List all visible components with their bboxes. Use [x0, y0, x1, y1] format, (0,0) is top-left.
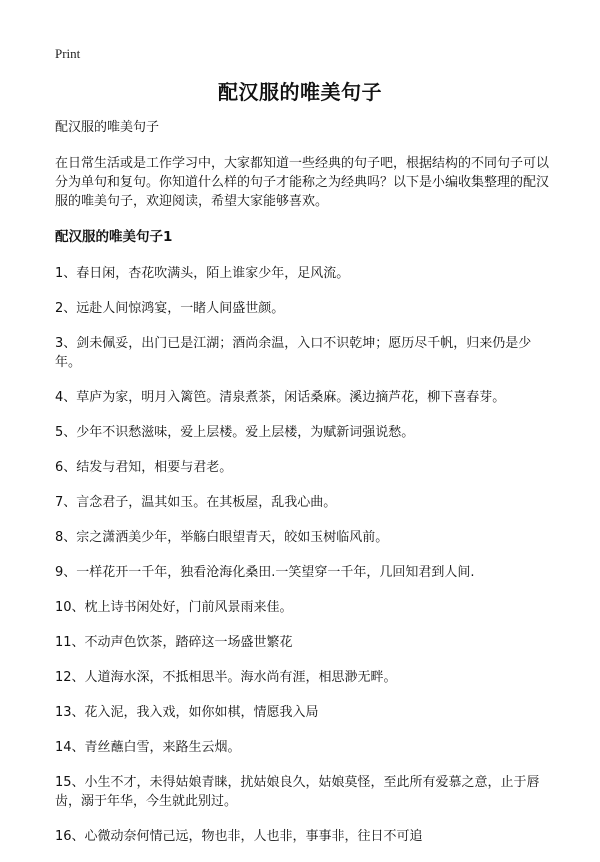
list-item: 10、枕上诗书闲处好，门前风景雨来佳。	[55, 600, 293, 615]
list-item: 13、花入泥，我入戏，如你如棋，情愿我入局	[55, 705, 319, 720]
sentence-list	[55, 264, 555, 846]
list-item: 6、结发与君知，相要与君老。	[55, 460, 233, 475]
list-item: 5、少年不识愁滋味，爱上层楼。爱上层楼，为赋新词强说愁。	[55, 425, 415, 440]
list-item: 15、小生不才，未得姑娘青睐，扰姑娘良久，姑娘莫怪，至此所有爱慕之意，止于唇齿，溺于年华，今生就此别过。	[55, 775, 540, 809]
page-title: 配汉服的唯美句子	[218, 80, 382, 104]
list-item: 9、一样花开一千年，独看沧海化桑田.一笑望穿一千年，几回知君到人间.	[55, 565, 475, 580]
list-item: 1、春日闲，杏花吹满头，陌上谁家少年，足风流。	[55, 266, 350, 281]
list-item: 3、剑未佩妥，出门已是江湖；酒尚余温，入口不识乾坤；愿历尽千帆，归来仍是少年。	[55, 336, 532, 370]
list-item: 12、人道海水深，不抵相思半。海水尚有涯，相思渺无畔。	[55, 670, 397, 685]
list-item: 2、远赴人间惊鸿宴，一睹人间盛世颜。	[55, 301, 285, 316]
list-item: 16、心微动奈何情己远，物也非，人也非，事事非，往日不可追	[55, 829, 423, 844]
list-item: 4、草庐为家，明月入篱笆。清泉煮茶，闲话桑麻。溪边摘芦花，柳下喜春芽。	[55, 390, 506, 405]
list-item: 8、宗之潇洒美少年，举觞白眼望青天，皎如玉树临风前。	[55, 530, 389, 545]
print-link[interactable]: Print	[55, 46, 81, 61]
section-heading: 配汉服的唯美句子1	[55, 229, 173, 245]
list-item: 7、言念君子，温其如玉。在其板屋，乱我心曲。	[55, 495, 337, 510]
article-body	[55, 118, 555, 862]
intro-paragraph: 在日常生活或是工作学习中，大家都知道一些经典的句子吧，根据结构的不同句子可以分为单句和复句。你知道什么样的句子才能称之为经典吗？以下是小编收集整理的配汉服的唯美句子，欢迎阅读，希望大家能够喜欢。	[55, 156, 550, 209]
list-item: 14、青丝蘸白雪，来路生云烟。	[55, 740, 241, 755]
list-item: 11、不动声色饮茶，踏碎这一场盛世繁花	[55, 635, 293, 650]
article-subtitle: 配汉服的唯美句子	[55, 120, 160, 135]
